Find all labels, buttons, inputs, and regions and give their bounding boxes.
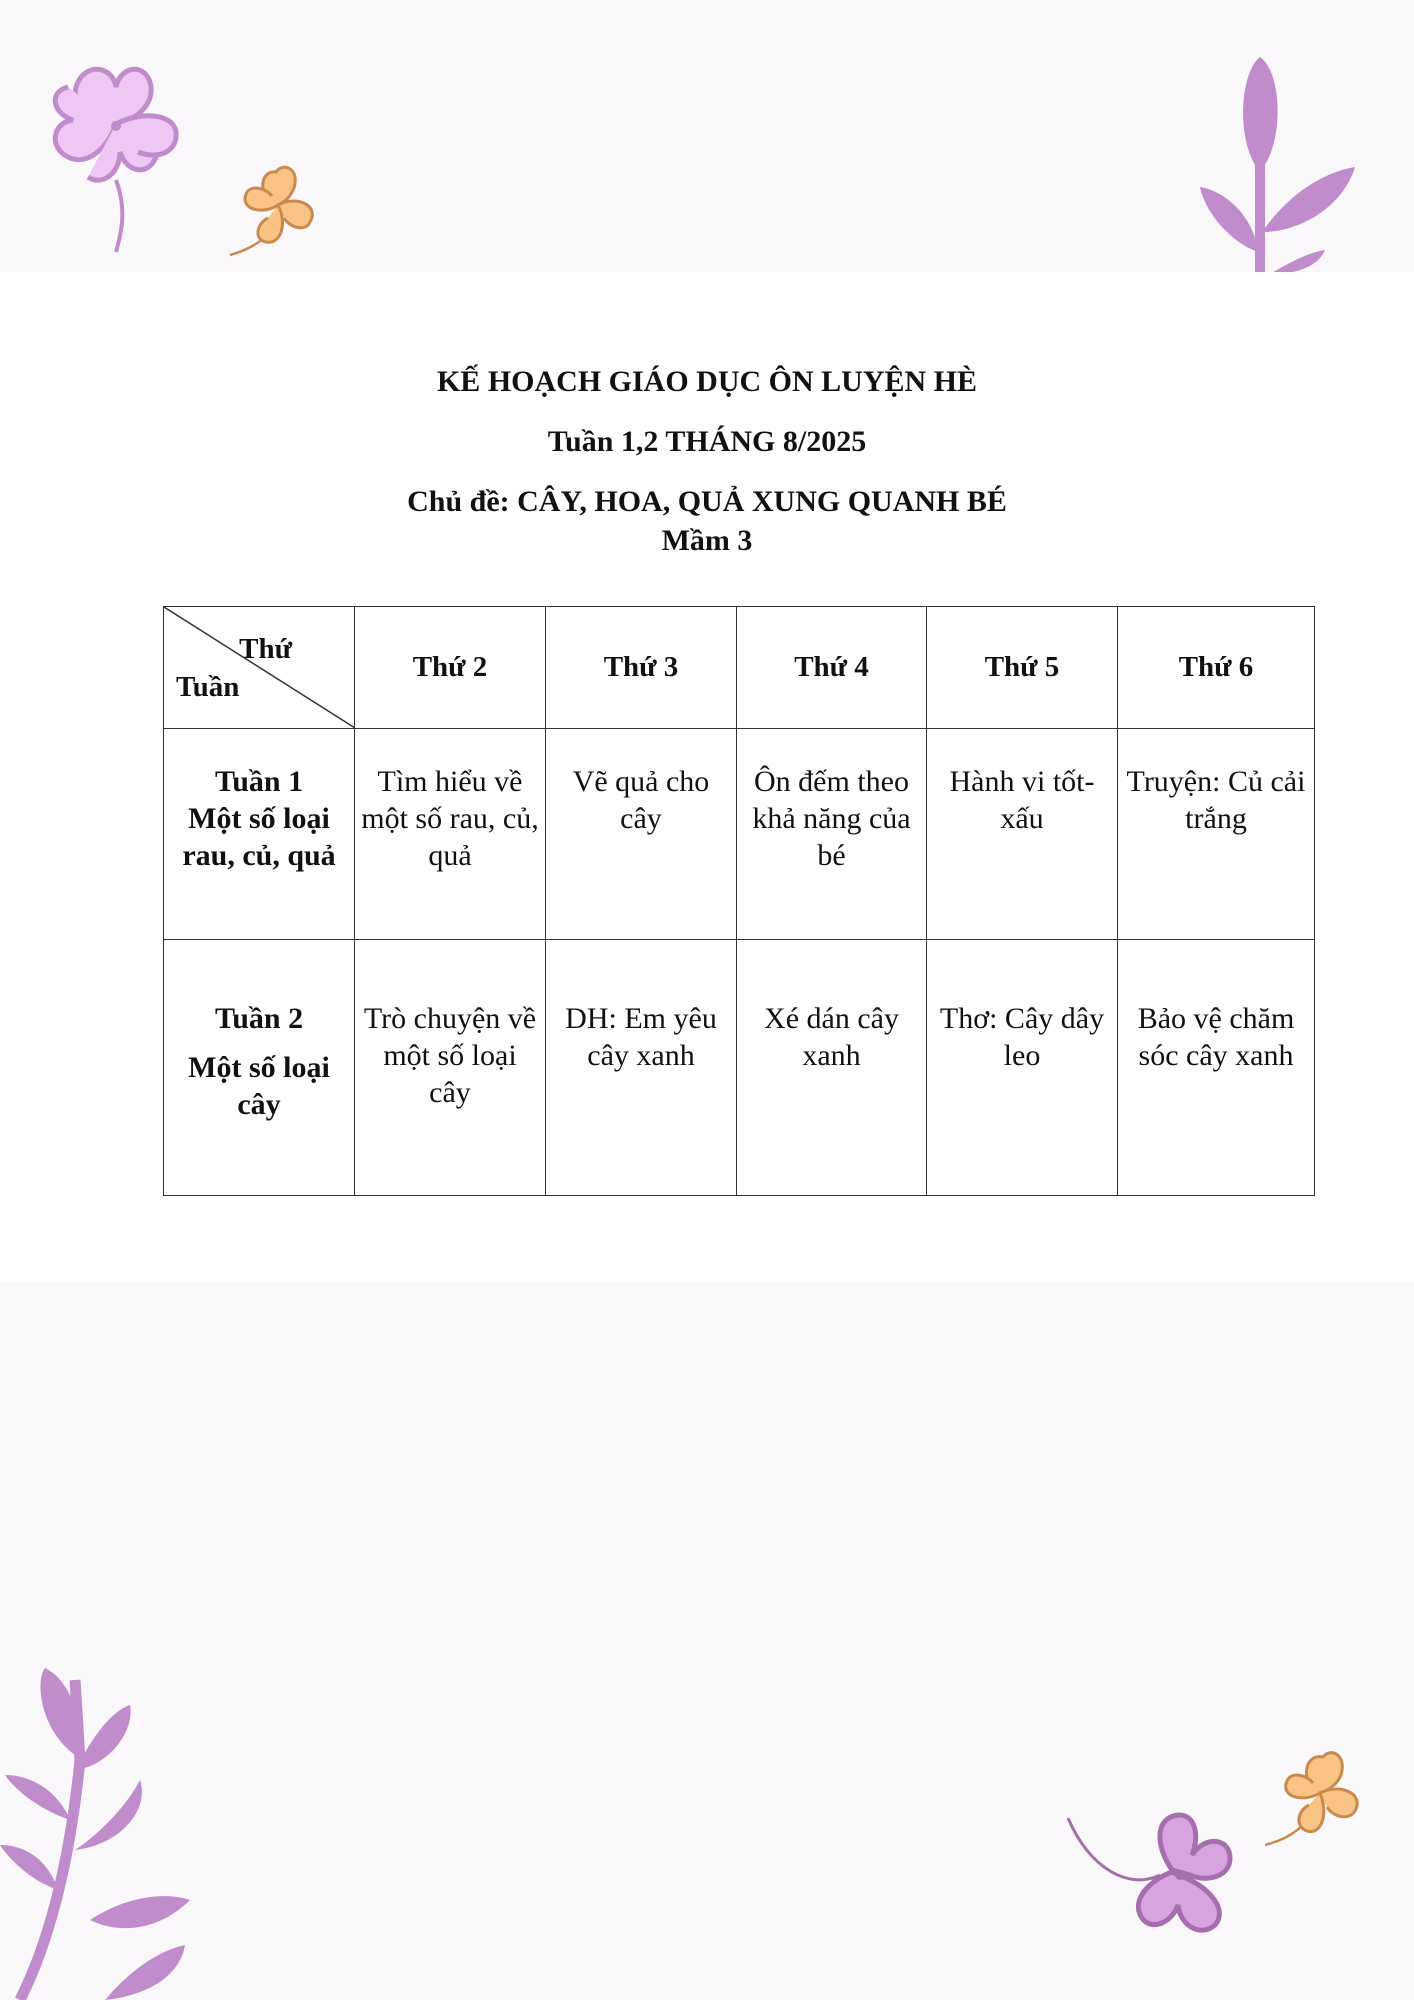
orange-clover-icon (1265, 1745, 1375, 1855)
document-topic: Chủ đề: CÂY, HOA, QUẢ XUNG QUANH BÉ (407, 485, 1007, 518)
week-theme: Một số loại cây (188, 1051, 330, 1121)
document-title: KẾ HOẠCH GIÁO DỤC ÔN LUYỆN HÈ (436, 365, 978, 398)
week-cell (164, 940, 355, 1196)
table-header-row (164, 607, 1315, 729)
table-row (164, 940, 1315, 1196)
corner-week-label: Tuần (176, 671, 240, 703)
week-cell (164, 729, 355, 940)
table-cell: Hành vi tốt- xấu (927, 729, 1118, 940)
table-cell: Trò chuyện về một số loại cây (355, 940, 546, 1196)
table-cell: Xé dán cây xanh (737, 940, 927, 1196)
week-label: Tuần 1 (214, 765, 304, 798)
column-header: Thứ 3 (546, 607, 737, 729)
corner-day-label: Thứ (239, 633, 292, 665)
table-cell: Truyện: Củ cải trắng (1118, 729, 1315, 940)
clover-flower-icon (38, 52, 188, 257)
table-cell: Thơ: Cây dây leo (927, 940, 1118, 1196)
orange-clover-icon (228, 160, 328, 260)
table-cell: Bảo vệ chăm sóc cây xanh (1118, 940, 1315, 1196)
column-header: Thứ 6 (1118, 607, 1315, 729)
week-label: Tuần 2 (214, 1002, 304, 1035)
table-cell: Tìm hiểu về một số rau, củ, quả (355, 729, 546, 940)
document-subtitle: Tuần 1,2 THÁNG 8/2025 (547, 425, 867, 458)
column-header: Thứ 2 (355, 607, 546, 729)
leaf-branch-icon (0, 1660, 200, 2000)
table-cell: Ôn đếm theo khả năng của bé (737, 729, 927, 940)
document-header (0, 360, 1414, 558)
column-header: Thứ 4 (737, 607, 927, 729)
table-cell: DH: Em yêu cây xanh (546, 940, 737, 1196)
class-name: Mầm 3 (661, 524, 753, 557)
table-row (164, 729, 1315, 940)
clover-flower-icon (1060, 1800, 1260, 1950)
table-cell: Vẽ quả cho cây (546, 729, 737, 940)
column-header: Thứ 5 (927, 607, 1118, 729)
schedule-table (163, 606, 1315, 1196)
table-corner-cell (164, 607, 355, 729)
week-theme: Một số loại rau, củ, quả (182, 802, 336, 872)
leaf-branch-icon (1190, 52, 1360, 272)
